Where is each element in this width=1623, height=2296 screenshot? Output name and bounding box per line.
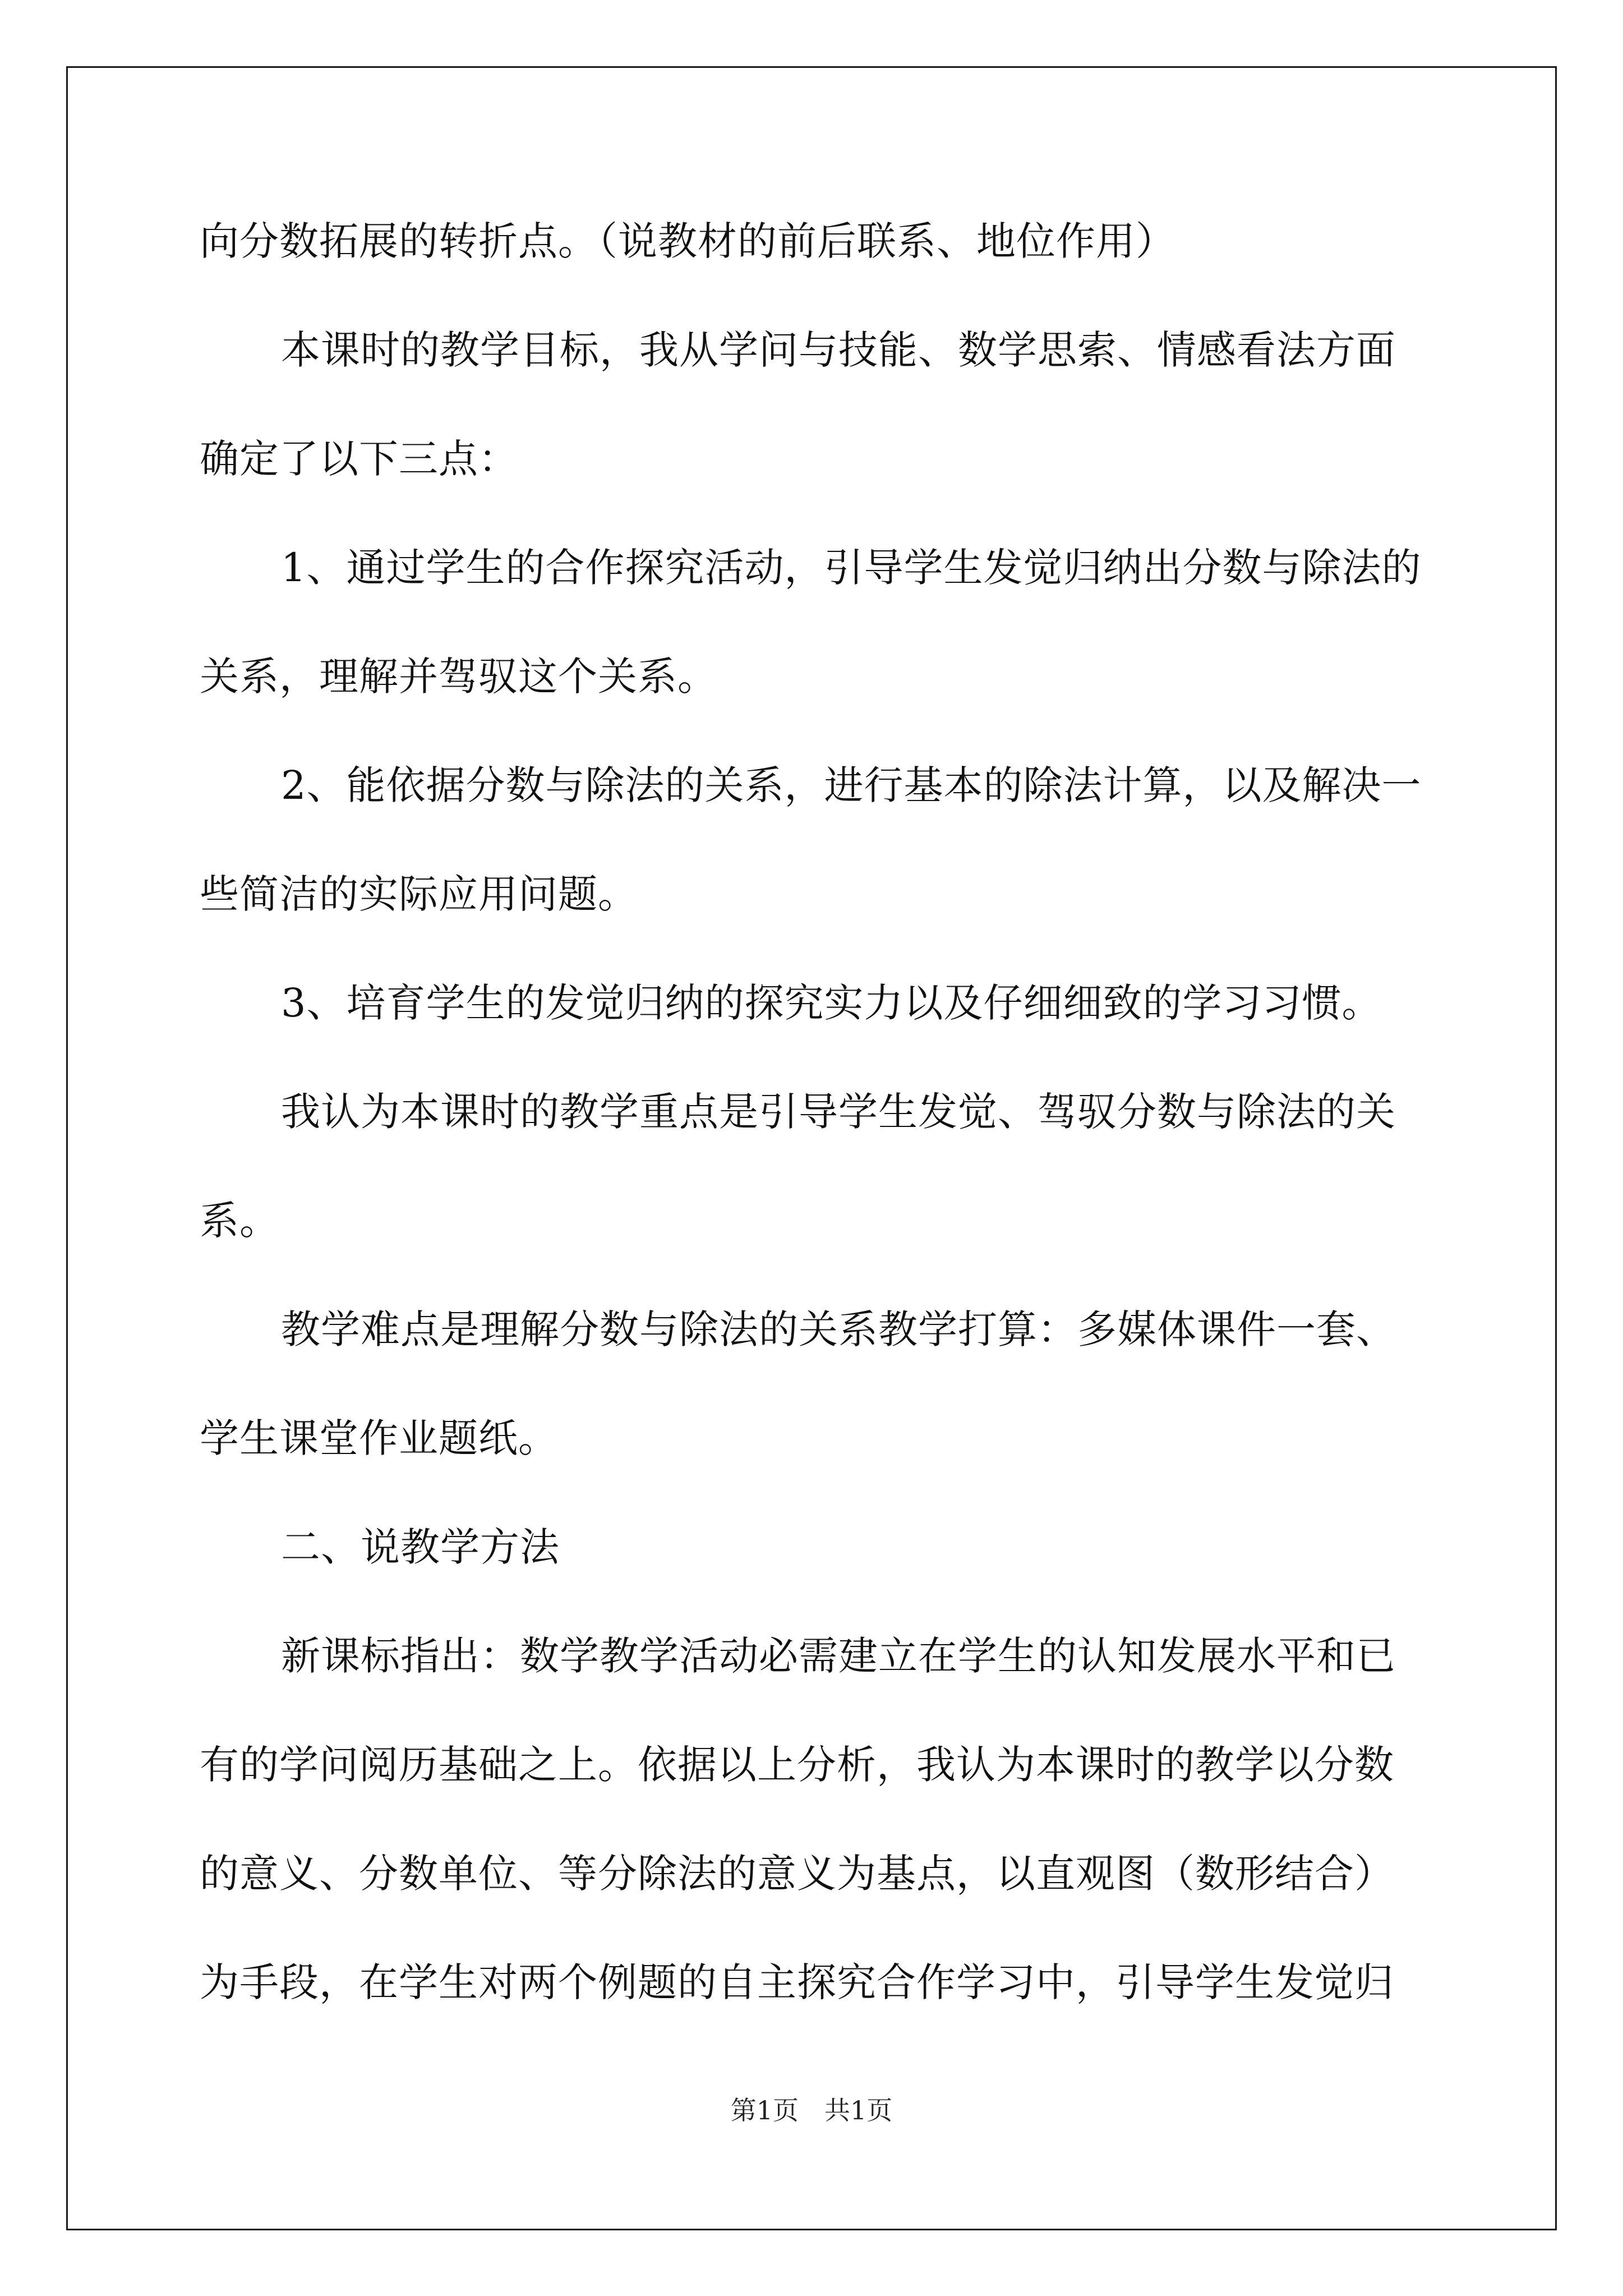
text-line: 教学难点是理解分数与除法的关系教学打算：多媒体课件一套、: [281, 1306, 1396, 1352]
text-line: 确定了以下三点：: [200, 436, 518, 482]
text-line: 向分数拓展的转折点。（说教材的前后联系、地位作用）: [200, 218, 1175, 264]
text-line: 有的学问阅历基础之上。依据以上分析，我认为本课时的教学以分数: [200, 1742, 1394, 1788]
text-line: 些简洁的实际应用问题。: [200, 871, 638, 917]
page-number-footer: 第1页 共1页: [730, 2095, 893, 2125]
text-line: 2、能依据分数与除法的关系，进行基本的除法计算，以及解决一: [281, 762, 1422, 808]
document-body: [200, 208, 1428, 2058]
text-line: 本课时的教学目标，我从学问与技能、数学思索、情感看法方面: [281, 327, 1396, 373]
text-line: 的意义、分数单位、等分除法的意义为基点，以直观图（数形结合）: [200, 1851, 1394, 1897]
text-line: 1、通过学生的合作探究活动，引导学生发觉归纳出分数与除法的: [281, 545, 1422, 591]
section-heading: 二、说教学方法: [281, 1524, 560, 1570]
text-line: 我认为本课时的教学重点是引导学生发觉、驾驭分数与除法的关: [281, 1089, 1396, 1135]
text-line: 为手段，在学生对两个例题的自主探究合作学习中，引导学生发觉归: [200, 1959, 1394, 2005]
text-line: 3、培育学生的发觉归纳的探究实力以及仔细细致的学习习惯。: [281, 980, 1382, 1026]
text-line: 系。: [200, 1198, 279, 1244]
text-line: 学生课堂作业题纸。: [200, 1415, 558, 1461]
text-line: 新课标指出：数学教学活动必需建立在学生的认知发展水平和已: [281, 1633, 1396, 1679]
text-line: 关系，理解并驾驭这个关系。: [200, 654, 717, 700]
